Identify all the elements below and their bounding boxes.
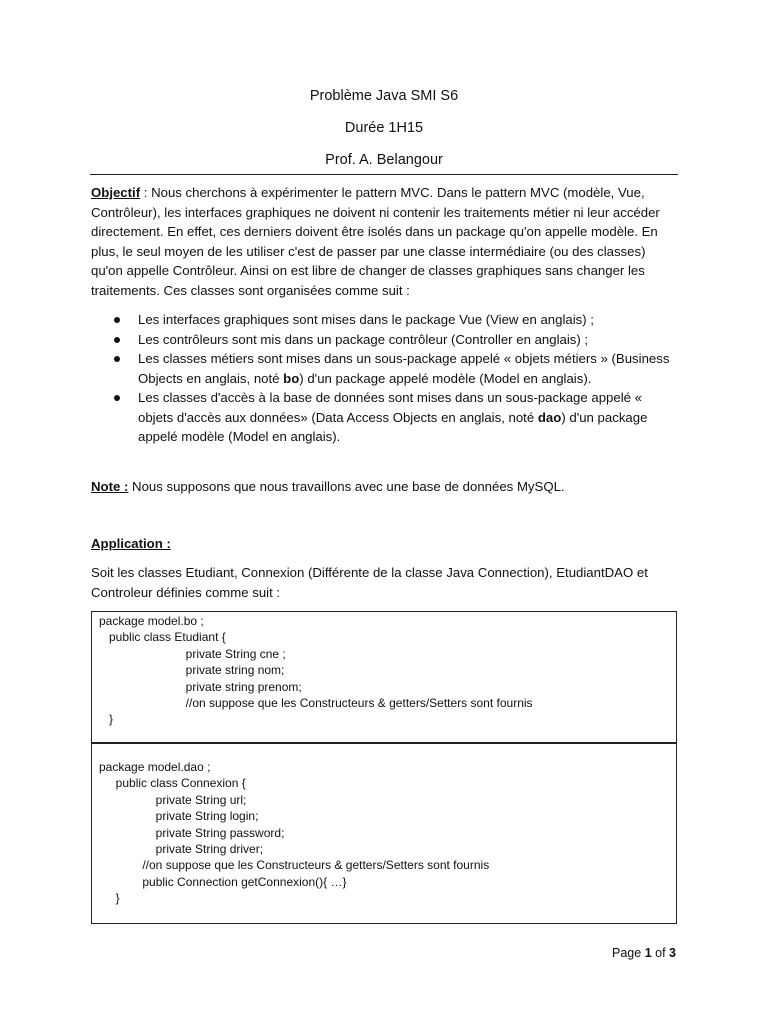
code-box-connexion [91, 742, 677, 924]
list-item-text: ) d'un package appelé modèle (Model en anglais). [299, 370, 592, 386]
header-divider [90, 174, 678, 175]
document-title: Problème Java SMI S6 [309, 88, 459, 104]
professor-name: Prof. A. Belangour [325, 152, 443, 168]
objective-text: : Nous cherchons à expérimenter le pattern MVC. Dans le pattern MVC (modèle, Vue, Contrôleur), les interfaces graphiques ne doivent ni contenir les traitements métier ni leur accéder directement. En effet, ces derniers doivent être isolés dans un package qu'on appelle modèle. En plus, le seul moyen de les utiliser c'est de passer par une classe intermédiaire (ou des classes) qu'on appelle Contrôleur. Ainsi on est libre de changer de classes graphiques sans changer les traitements. Ces classes sont organisées comme suit : [91, 185, 660, 298]
list-item-text: Les classes métiers sont mises dans un sous-package appelé « objets métiers » (Business Objects en anglais, noté [138, 351, 670, 386]
objective-paragraph [91, 183, 677, 300]
note-paragraph [91, 477, 677, 497]
code-box-etudiant [91, 611, 677, 744]
list-item [91, 388, 677, 447]
list-item-text: Les contrôleurs sont mis dans un package contrôleur (Controller en anglais) ; [138, 331, 589, 347]
list-item-bold: bo [283, 370, 300, 386]
list-item-bold: dao [537, 409, 562, 425]
page-number: 1 [644, 946, 652, 960]
page-footer [612, 946, 676, 960]
application-intro: Soit les classes Etudiant, Connexion (Différente de la classe Java Connection), EtudiantDAO et Controleur définies comme suit : [91, 565, 648, 600]
bullet-icon [114, 356, 120, 362]
exam-duration: Durée 1H15 [344, 120, 424, 136]
list-item [91, 310, 677, 330]
code-block-etudiant: package model.bo ; public class Etudiant { private String cne ; private string nom; private string prenom; //on suppose que les Constructeurs & getters/Setters sont fournis } [99, 614, 533, 727]
of-label: of [655, 946, 666, 960]
bullet-list [91, 310, 677, 447]
list-item-text: ) d'un package appelé modèle (Model en anglais). [138, 409, 648, 444]
page-total: 3 [669, 946, 676, 960]
note-text: Nous supposons que nous travaillons avec une base de données MySQL. [128, 479, 565, 494]
list-item [91, 330, 677, 350]
page-label: Page [612, 946, 642, 960]
code-block-connexion: package model.dao ; public class Connexion { private String url; private String login; private String password; private String driver; //on suppose que les Constructeurs & getters/Setters sont fournis public Connection getConnexion(){ …} } [99, 760, 490, 906]
bullet-icon [114, 317, 120, 323]
list-item [91, 349, 677, 388]
application-label: Application : [91, 536, 171, 551]
bullet-icon [114, 337, 120, 343]
list-item-text: Les classes d'accès à la base de données sont mises dans un sous-package appelé « objets d'accès aux données» (Data Access Objects en anglais, noté [138, 390, 642, 425]
note-label: Note : [91, 479, 129, 494]
list-item-text: Les interfaces graphiques sont mises dans le package Vue (View en anglais) ; [138, 312, 594, 327]
bullet-icon [114, 395, 120, 401]
application-heading [91, 534, 677, 554]
objective-label: Objectif [91, 185, 141, 200]
